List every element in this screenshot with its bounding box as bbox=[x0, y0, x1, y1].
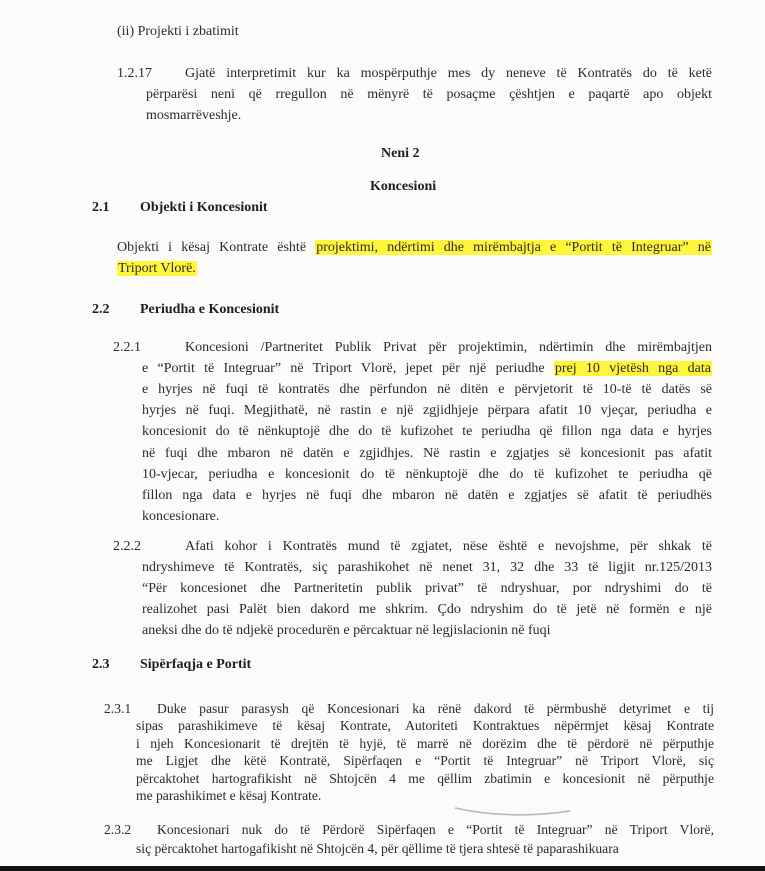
section-title-2-1: Objekti i Koncesionit bbox=[140, 200, 268, 215]
text-line: aneksi dhe do të ndjekë procedurën e përcaktuar në legjislacionin në fuqi bbox=[142, 623, 551, 638]
text-line: Duke pasur parasysh që Koncesionari ka rënë dakord të përmbushë detyrimet e tij bbox=[157, 701, 714, 716]
text-line: koncesionit do të nënkuptojë dhe do të kufizohet te periudha që fillon nga data e hyrjes bbox=[142, 424, 712, 440]
text-line: Afati kohor i Kontratës mund të zgjatet, nëse është e nevojshme, për shkak të bbox=[185, 539, 712, 554]
text-line: e hyrjes në fuqi të kontratës dhe përfundon në ditën e përvjetorit të 10-të të datës së bbox=[142, 382, 712, 398]
text-line: e “Portit të Integruar” në Triport Vlorë, jepet për një periudhe prej 10 vjetësh nga data bbox=[142, 361, 711, 377]
paragraph-number: 1.2.17 bbox=[117, 66, 152, 81]
highlighted-text: projektimi, ndërtimi dhe mirëmbajtja e “Portit të Integruar” në bbox=[316, 240, 711, 255]
text-line: Objekti i kësaj Kontrate është projektimi, ndërtimi dhe mirëmbajtja e “Portit të Integruar” në bbox=[117, 240, 711, 255]
text-line: 10-vjecar, periudha e koncesionit do të nënkuptojë dhe do të kufizohet te periudha që bbox=[142, 466, 712, 482]
text-line: me Ligjet dhe këtë Kontratë, Sipërfaqen e “Portit të Integruar” në Triport Vlorë, siç bbox=[136, 753, 714, 769]
paragraph-number: 2.3.1 bbox=[104, 701, 132, 716]
text-line: përcaktohet hartografikisht në Shtojcën 4 me qëllim zbatimin e koncesionit në përputhje bbox=[136, 770, 714, 786]
text-line: me parashikimet e kësaj Kontrate. bbox=[136, 788, 322, 803]
paragraph-number: 2.2.1 bbox=[113, 340, 141, 355]
text-line: “Për koncesionet dhe Partneritetin publik privat” të ndryshuar, por ndryshimi do të bbox=[142, 581, 712, 596]
text-line: realizohet pasi Palët bien dakord me shkrim. Çdo ndryshim do të jetë në formën e një bbox=[142, 602, 712, 617]
stamp-mark bbox=[450, 806, 590, 820]
highlighted-text: prej 10 vjetësh nga data bbox=[554, 361, 711, 377]
text-line: përparësi neni që rregullon në mënyrë të posaçme çështjen e paqartë apo objekt bbox=[146, 87, 712, 102]
article-title: Neni 2 bbox=[381, 146, 420, 161]
text-line: në fuqi dhe mbaron në datën e zgjidhjes. Në rastin e zgjatjes së koncesionit pas afatit bbox=[142, 445, 712, 461]
bottom-edge-bar bbox=[0, 866, 765, 871]
text-line: i njeh Koncesionarit të drejtën të hyjë, të marrë në dorëzim dhe të përdorë në përputhje bbox=[136, 735, 714, 751]
text-line: ndryshimeve të Kontratës, siç parashikohet në nenet 31, 32 dhe 33 të ligjit nr.125/2013 bbox=[142, 560, 712, 575]
text-line: hyrjes në fuqi. Megjithatë, në rastin e një zgjidhjeje përpara afatit 10 vjeçar, periudha e bbox=[142, 403, 712, 419]
text-line: Gjatë interpretimit kur ka mospërputhje mes dy neneve të Kontratës do të ketë bbox=[185, 66, 712, 81]
text-line: Koncesionari nuk do të Përdorë Sipërfaqen e “Portit të Integruar” në Triport Vlorë, bbox=[157, 822, 714, 837]
section-number-2-1: 2.1 bbox=[92, 200, 110, 215]
highlighted-text: Triport Vlorë. bbox=[118, 261, 196, 276]
section-title-2-2: Periudha e Koncesionit bbox=[140, 302, 280, 317]
text-line: Koncesioni /Partneritet Publik Privat për projektimin, ndërtimin dhe mirëmbajtjen bbox=[185, 340, 712, 355]
list-item-ii: (ii) Projekti i zbatimit bbox=[117, 24, 239, 39]
section-number-2-2: 2.2 bbox=[92, 302, 110, 317]
text-line: siç përcaktohet hartogafikisht në Shtojcën 4, për qëllime të tjera shtesë të paparashikuara bbox=[136, 841, 619, 856]
text-line: mosmarrëveshje. bbox=[146, 108, 242, 123]
section-title-2-3: Sipërfaqja e Portit bbox=[140, 657, 252, 672]
article-subtitle: Koncesioni bbox=[370, 179, 437, 194]
paragraph-number: 2.2.2 bbox=[113, 539, 141, 554]
text-line bbox=[117, 259, 712, 279]
paragraph-number: 2.3.2 bbox=[104, 822, 132, 837]
text-line: sipas parashikimeve të kësaj Kontrate, Autoriteti Kontraktues nëpërmjet kësaj Kontrate bbox=[136, 718, 714, 734]
text-line: koncesionare. bbox=[142, 508, 220, 524]
text-line: fillon nga data e hyrjes në fuqi dhe mbaron në datën e zgjatjes së afatit të periudhës bbox=[142, 487, 712, 503]
section-number-2-3: 2.3 bbox=[92, 657, 110, 672]
